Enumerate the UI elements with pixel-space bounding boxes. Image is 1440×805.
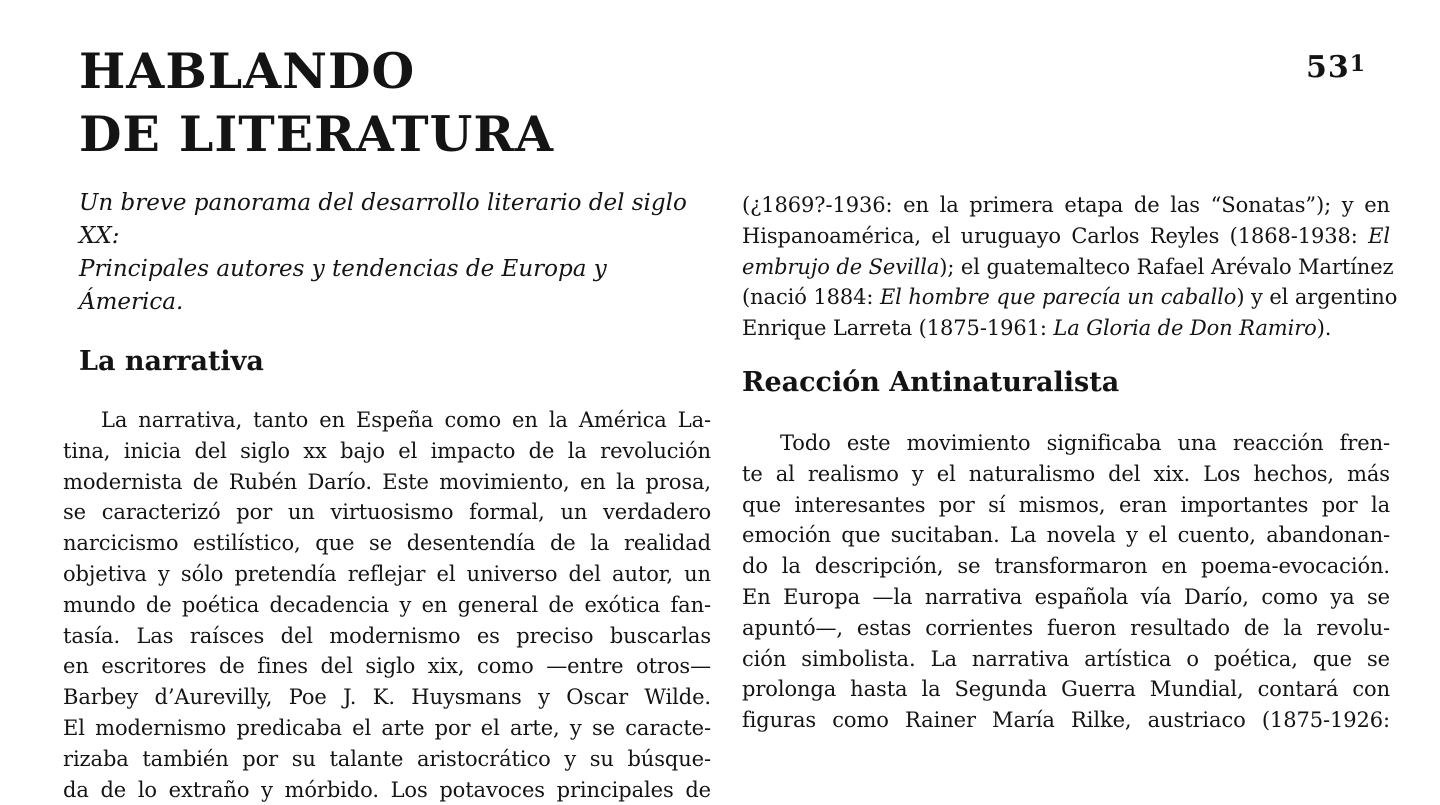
italic-text-segment: La Gloria de Don Ramiro bbox=[1053, 316, 1317, 341]
text-line bbox=[742, 313, 1390, 344]
page-title bbox=[63, 40, 711, 166]
left-column bbox=[63, 0, 711, 802]
text-line: tina, inicia del siglo xx bajo el impacto de la revolución bbox=[63, 438, 711, 463]
text-line: narcicismo estilístico, que se desentendía de la realidad bbox=[63, 531, 711, 556]
text-line: Barbey d’Aurevilly, Poe J. K. Huysmans y Oscar Wilde. bbox=[63, 685, 711, 710]
text-line: modernista de Rubén Darío. Este movimiento, en la prosa, bbox=[63, 469, 711, 494]
text-segment: (nació 1884: bbox=[742, 285, 880, 310]
italic-text-segment: El hombre que parecía un caballo bbox=[879, 285, 1237, 310]
italic-text-segment: El bbox=[1368, 223, 1390, 248]
text-line: emoción que sucitaban. La novela y el cuento, abandonan- bbox=[742, 523, 1390, 548]
text-line: En Europa —la narrativa española vía Darío, como ya se bbox=[742, 584, 1390, 609]
text-line: Todo este movimiento significaba una reacción fren- bbox=[780, 430, 1390, 455]
text-line: El modernismo predicaba el arte por el arte, y se caracte- bbox=[63, 715, 711, 740]
page-number-superscript: 1 bbox=[1349, 51, 1367, 77]
italic-text-segment: embrujo de Sevilla bbox=[742, 254, 940, 279]
text-line: objetiva y sólo pretendía reflejar el universo del autor, un bbox=[63, 561, 711, 586]
text-line bbox=[742, 221, 1390, 252]
text-line: mundo de poética decadencia y en general de exótica fan- bbox=[63, 592, 711, 617]
text-line: rizaba también por su talante aristocrático y su búsque- bbox=[63, 746, 711, 771]
text-segment: ) y el argentino bbox=[1236, 285, 1398, 310]
paragraph-reaccion-antinaturalista bbox=[742, 428, 1390, 736]
section-heading-reaccion-antinaturalista: Reacción Antinaturalista bbox=[742, 366, 1120, 398]
text-line: tasía. Las raísces del modernismo es preciso buscarlas bbox=[63, 623, 711, 648]
text-line: te al realismo y el naturalismo del xix. Los hechos, más bbox=[742, 461, 1390, 486]
text-segment: Enrique Larreta (1875-1961: bbox=[742, 316, 1054, 341]
right-column bbox=[742, 0, 1398, 733]
subtitle-line2: Principales autores y tendencias de Europa y Ámerica. bbox=[79, 256, 607, 315]
text-line: do la descripción, se transformaron en poema-evocación. bbox=[742, 554, 1390, 579]
subtitle bbox=[63, 187, 711, 319]
page-title-line2: DE LITERATURA bbox=[79, 105, 555, 163]
section-heading-la-narrativa: La narrativa bbox=[79, 346, 264, 377]
text-line: apuntó—, estas corrientes fueron resultado de la revolu- bbox=[742, 615, 1390, 640]
text-line: se caracterizó por un virtuosismo formal, un verdadero bbox=[63, 500, 711, 525]
text-line: ción simbolista. La narrativa artística o poética, que se bbox=[742, 646, 1390, 671]
text-line: que interesantes por sí mismos, eran importantes por la bbox=[742, 492, 1390, 517]
text-line: (¿1869?-1936: en la primera etapa de las “Sonatas”); y en bbox=[742, 193, 1390, 217]
paragraph-authors-continued bbox=[742, 190, 1398, 344]
text-line: figuras como Rainer María Rilke, austriaco (1875-1926: bbox=[742, 708, 1390, 733]
text-line: da de lo extraño y mórbido. Los potavoces principales de bbox=[63, 777, 711, 802]
page-number-main: 53 bbox=[1306, 50, 1350, 85]
text-segment: ); el guatemalteco Rafael Arévalo Martínez bbox=[939, 254, 1394, 279]
text-line: prolonga hasta la Segunda Guerra Mundial, contará con bbox=[742, 677, 1390, 702]
text-line bbox=[742, 252, 1394, 283]
text-line bbox=[742, 282, 1398, 313]
text-segment: ). bbox=[1316, 316, 1332, 341]
page-title-line1: HABLANDO bbox=[79, 42, 416, 100]
text-segment: Hispanoamérica, el uruguayo Carlos Reyles (1868-1938: bbox=[742, 223, 1369, 248]
paragraph-la-narrativa bbox=[63, 405, 711, 805]
text-line: en escritores de fines del siglo xix, como —entre otros— bbox=[63, 654, 711, 679]
text-line: La narrativa, tanto en Espeña como en la América La- bbox=[101, 408, 711, 432]
subtitle-line1: Un breve panorama del desarrollo literario del siglo XX: bbox=[79, 190, 687, 249]
